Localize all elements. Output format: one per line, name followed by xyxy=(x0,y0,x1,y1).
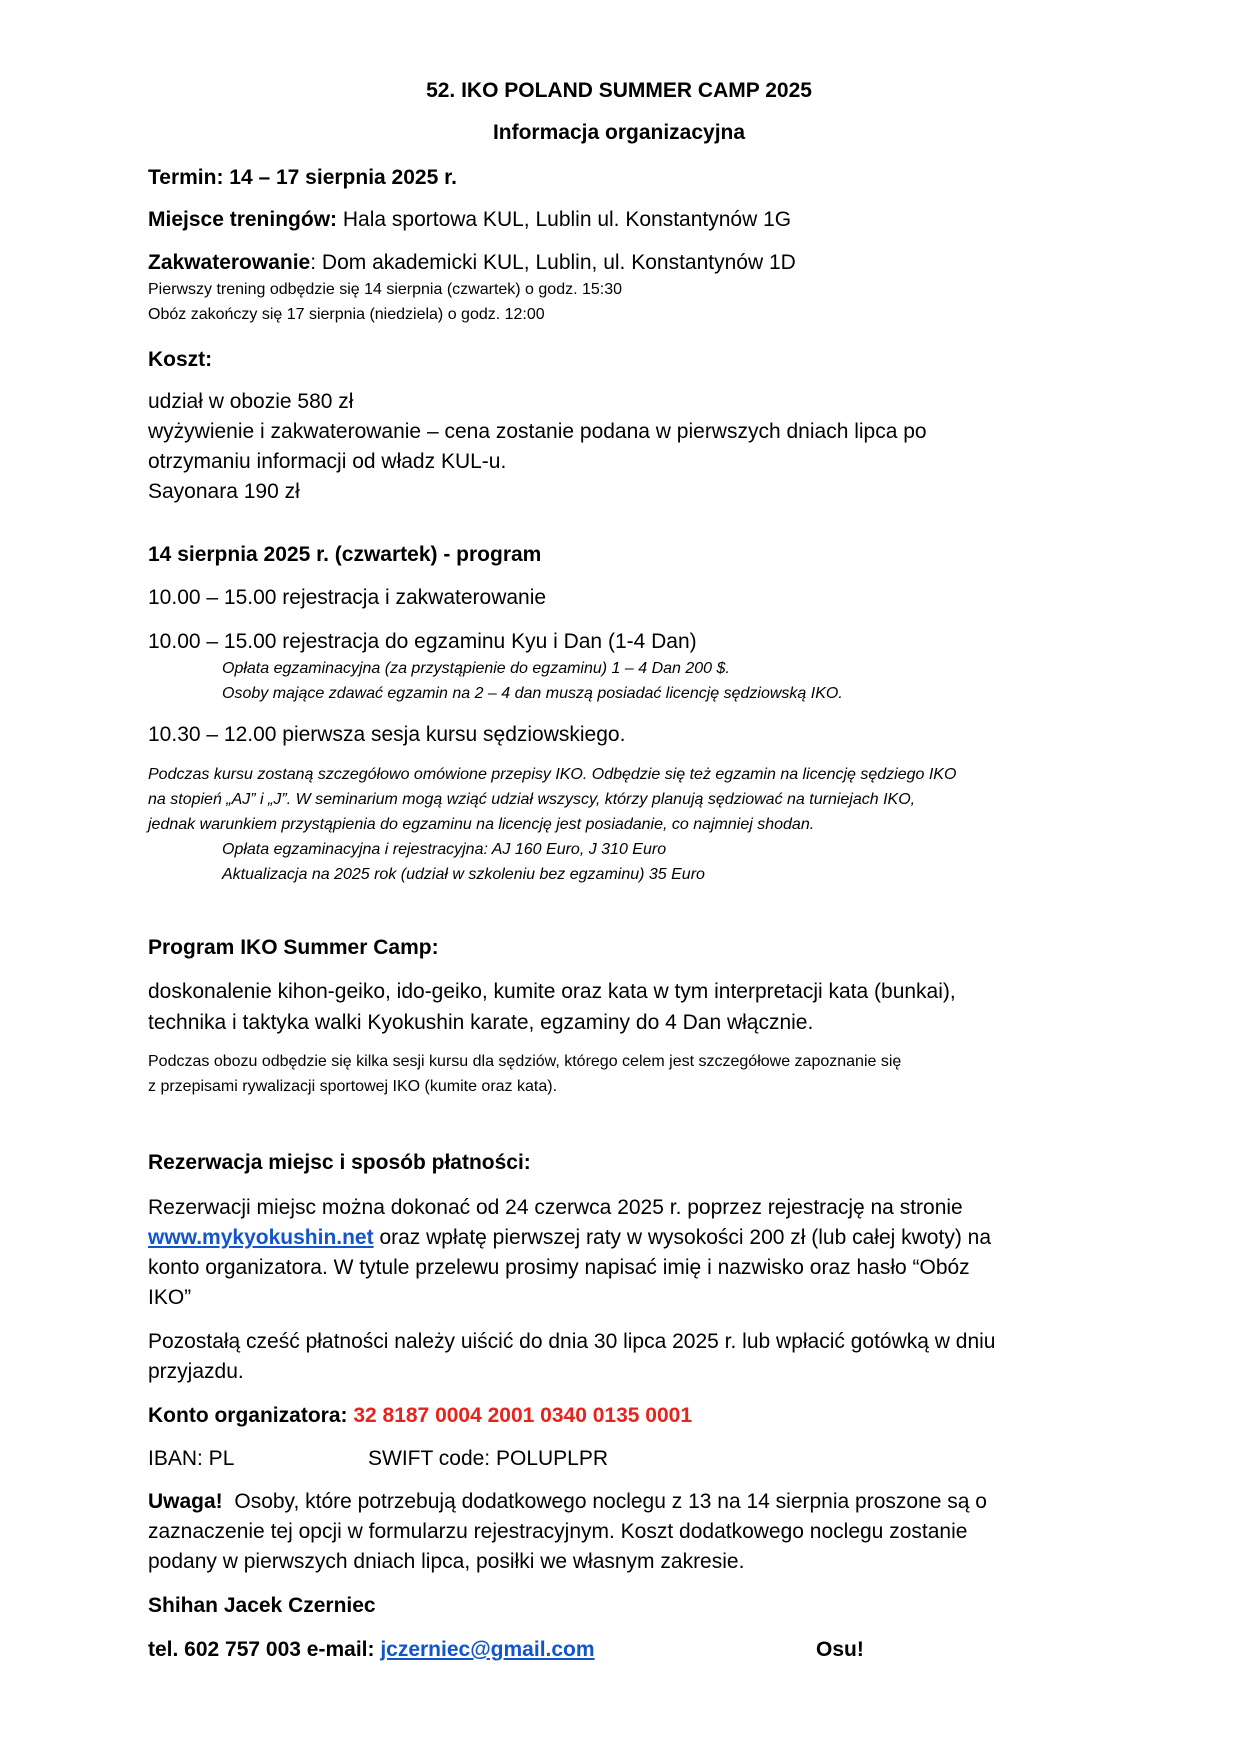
signature-name: Shihan Jacek Czerniec xyxy=(148,1594,376,1617)
kurs-line-1: Podczas kursu zostaną szczegółowo omówione przepisy IKO. Odbędzie się też egzamin na licencję sędziego IKO xyxy=(148,766,957,783)
first-training-note: Pierwszy trening odbędzie się 14 sierpnia (czwartek) o godz. 15:30 xyxy=(148,281,623,298)
program-item-3: 10.30 – 12.00 pierwsza sesja kursu sędziowskiego. xyxy=(148,723,626,746)
kurs-fee-2: Aktualizacja na 2025 rok (udział w szkoleniu bez egzaminu) 35 Euro xyxy=(222,866,705,883)
rezerwacja-heading: Rezerwacja miejsc i sposób płatności: xyxy=(148,1151,531,1174)
iban-text: IBAN: PL xyxy=(148,1447,235,1470)
summer-program-heading: Program IKO Summer Camp: xyxy=(148,936,439,959)
registration-link[interactable]: www.mykyokushin.net xyxy=(148,1226,374,1249)
swift-text: SWIFT code: POLUPLPR xyxy=(368,1447,609,1470)
koszt-line-3: otrzymaniu informacji od władz KUL-u. xyxy=(148,450,507,473)
uwaga-line-1 xyxy=(148,1486,1090,1517)
termin-line: Termin: 14 – 17 sierpnia 2025 r. xyxy=(148,166,457,189)
exam-fee-note: Opłata egzaminacyjna (za przystąpienie do egzaminu) 1 – 4 Dan 200 $. xyxy=(222,660,730,677)
konto-line xyxy=(148,1400,1090,1431)
rezerwacja-line-3: konto organizatora. W tytule przelewu prosimy napisać imię i nazwisko oraz hasło “Obóz xyxy=(148,1256,970,1279)
rezerwacja-line-2 xyxy=(148,1222,1090,1253)
account-number: 32 8187 0004 2001 0340 0135 0001 xyxy=(353,1404,692,1427)
summer-program-note-1: Podczas obozu odbędzie się kilka sesji kursu dla sędziów, którego celem jest szczegółowe zapoznanie się xyxy=(148,1053,902,1070)
uwaga-line-3: podany w pierwszych dniach lipca, posiłki we własnym zakresie. xyxy=(148,1550,745,1573)
program-item-1: 10.00 – 15.00 rejestracja i zakwaterowanie xyxy=(148,586,547,609)
uwaga-line-2: zaznaczenie tej opcji w formularzu rejestracyjnym. Koszt dodatkowego noclegu zostanie xyxy=(148,1520,968,1543)
summer-program-line-2: technika i taktyka walki Kyokushin karate, egzaminy do 4 Dan włącznie. xyxy=(148,1011,814,1034)
kurs-line-2: na stopień „AJ” i „J”. W seminarium mogą wziąć udział wszyscy, którzy planują sędziować na turniejach IKO, xyxy=(148,791,916,808)
koszt-line-4: Sayonara 190 zł xyxy=(148,480,300,503)
zakwaterowanie-value: : Dom akademicki KUL, Lublin, ul. Konstantynów 1D xyxy=(310,251,796,274)
closing-text: Osu! xyxy=(816,1638,864,1661)
document-title: 52. IKO POLAND SUMMER CAMP 2025 xyxy=(426,79,812,102)
koszt-line-2: wyżywienie i zakwaterowanie – cena zostanie podana w pierwszych dniach lipca po xyxy=(148,420,927,443)
rezerwacja-line-4: IKO” xyxy=(148,1286,192,1309)
miejsce-line xyxy=(148,204,1090,235)
kurs-line-3: jednak warunkiem przystąpienia do egzaminu na licencję jest posiadanie, co najmniej shodan. xyxy=(148,816,815,833)
koszt-line-1: udział w obozie 580 zł xyxy=(148,390,354,413)
program-day-heading: 14 sierpnia 2025 r. (czwartek) - program xyxy=(148,543,542,566)
document-subtitle: Informacja organizacyjna xyxy=(492,121,746,144)
rezerwacja-line-1: Rezerwacji miejsc można dokonać od 24 czerwca 2025 r. poprzez rejestrację na stronie xyxy=(148,1196,963,1219)
konto-label: Konto organizatora: xyxy=(148,1404,354,1427)
uwaga-label: Uwaga! xyxy=(148,1490,223,1513)
zakwaterowanie-label: Zakwaterowanie xyxy=(148,251,311,274)
koszt-heading: Koszt: xyxy=(148,348,213,371)
rezerwacja-line-6: przyjazdu. xyxy=(148,1360,244,1383)
rezerwacja-line-5: Pozostałą cześć płatności należy uiścić do dnia 30 lipca 2025 r. lub wpłacić gotówką w dniu xyxy=(148,1330,996,1353)
uwaga-text-1: Osoby, które potrzebują dodatkowego noclegu z 13 na 14 sierpnia proszone są o xyxy=(222,1490,987,1513)
license-note: Osoby mające zdawać egzamin na 2 – 4 dan muszą posiadać licencję sędziowską IKO. xyxy=(222,685,843,702)
kurs-fee-1: Opłata egzaminacyjna i rejestracyjna: AJ 160 Euro, J 310 Euro xyxy=(222,841,667,858)
email-link[interactable]: jczerniec@gmail.com xyxy=(380,1638,595,1661)
miejsce-label: Miejsce treningów: xyxy=(148,208,338,231)
miejsce-value: Hala sportowa KUL, Lublin ul. Konstantynów 1G xyxy=(337,208,792,231)
zakwaterowanie-line xyxy=(148,247,1090,278)
iban-swift-line xyxy=(148,1443,1090,1474)
camp-end-note: Obóz zakończy się 17 sierpnia (niedziela) o godz. 12:00 xyxy=(148,306,545,323)
contact-line xyxy=(148,1637,1098,1663)
summer-program-note-2: z przepisami rywalizacji sportowej IKO (kumite oraz kata). xyxy=(148,1078,558,1095)
phone-text: tel. 602 757 003 e-mail: xyxy=(148,1638,381,1661)
program-item-2: 10.00 – 15.00 rejestracja do egzaminu Kyu i Dan (1-4 Dan) xyxy=(148,630,697,653)
summer-program-line-1: doskonalenie kihon-geiko, ido-geiko, kumite oraz kata w tym interpretacji kata (bunkai), xyxy=(148,980,956,1003)
rezerwacja-line-2-text: oraz wpłatę pierwszej raty w wysokości 200 zł (lub całej kwoty) na xyxy=(373,1226,992,1249)
